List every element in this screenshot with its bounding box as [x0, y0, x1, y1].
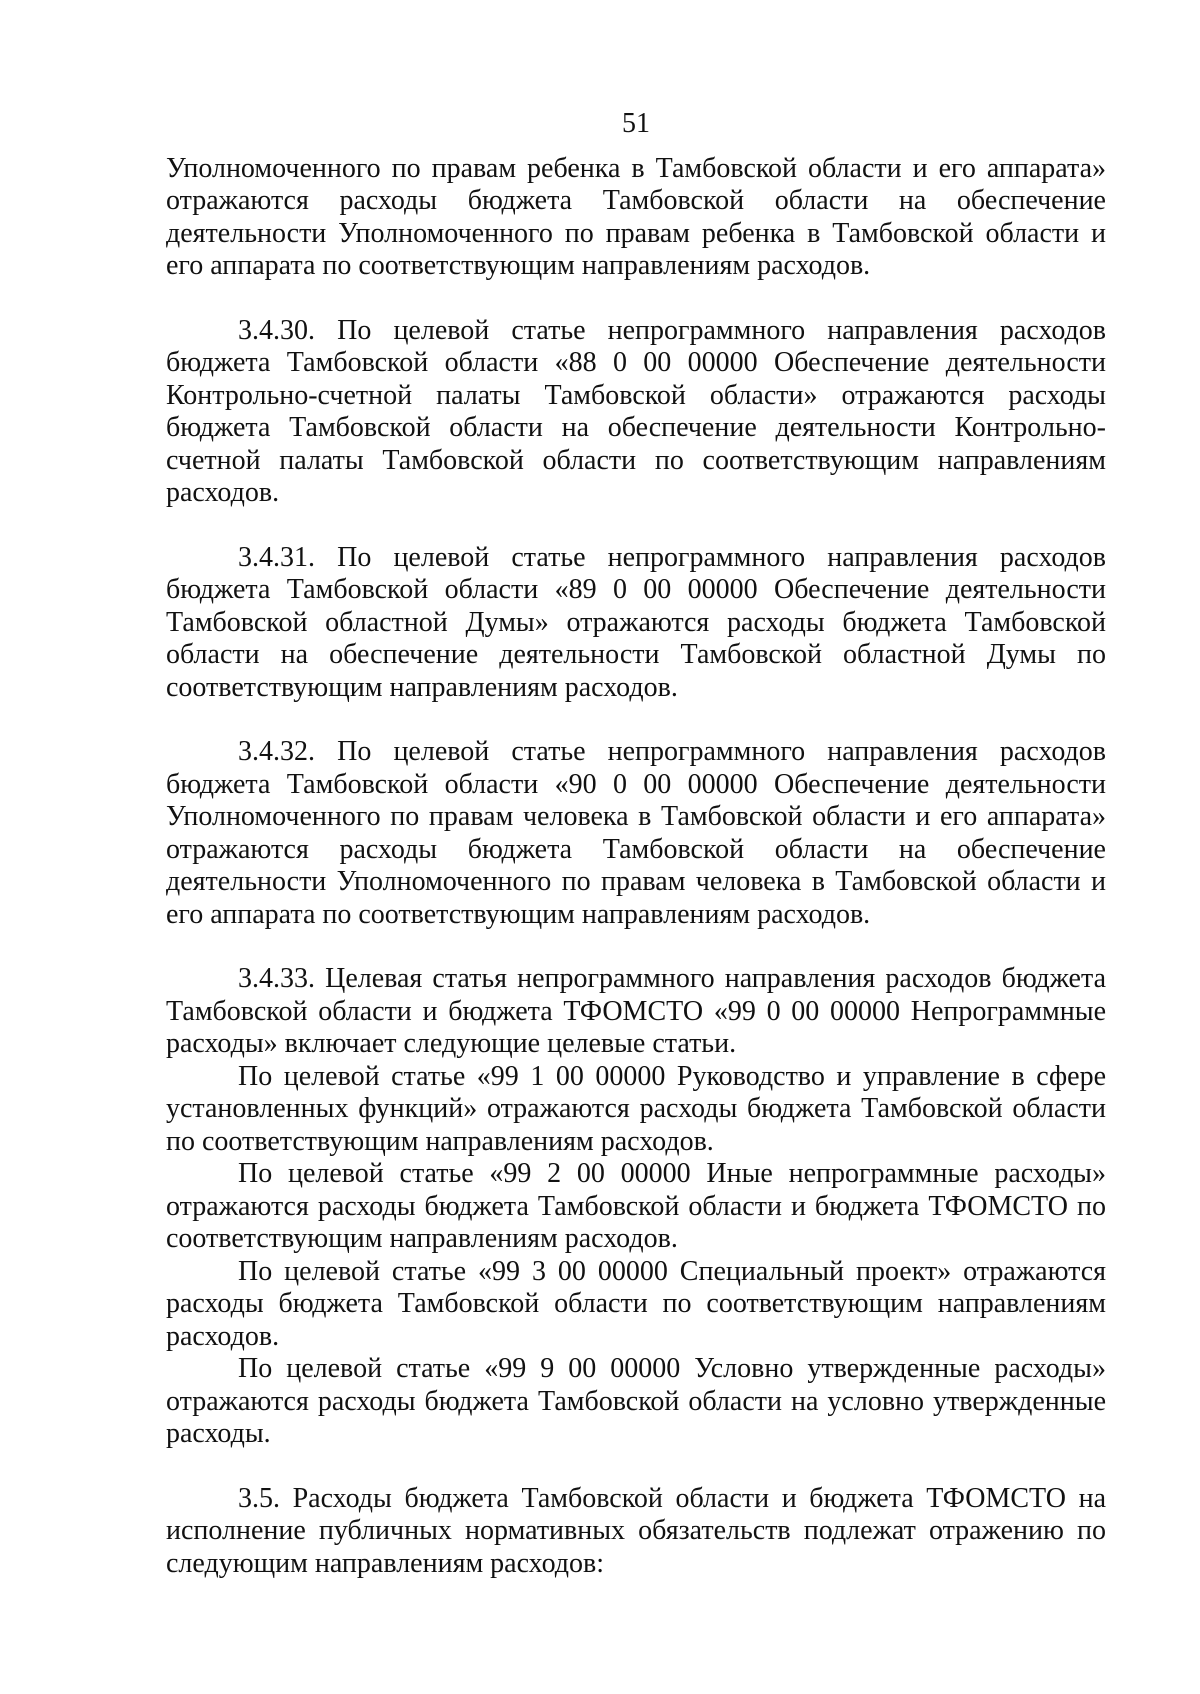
- paragraph-99-2: По целевой статье «99 2 00 00000 Иные непрограммные расходы» отражаются расходы бюджета Тамбовской области и бюджета ТФОМСТО по соответствующим направлениям расходов.: [166, 1158, 1106, 1254]
- paragraph-continuation: Уполномоченного по правам ребенка в Тамбовской области и его аппарата» отражаются расходы бюджета Тамбовской области на обеспечение деятельности Уполномоченного по правам ребенка в Тамбовской области и его аппарата по соответствующим направлениям расходов.: [166, 152, 1106, 281]
- paragraph-3-4-33: 3.4.33. Целевая статья непрограммного направления расходов бюджета Тамбовской области и бюджета ТФОМСТО «99 0 00 00000 Непрограммные расходы» включает следующие целевые статьи.: [166, 963, 1106, 1059]
- paragraph-99-9: По целевой статье «99 9 00 00000 Условно утвержденные расходы» отражаются расходы бюджета Тамбовской области на условно утвержденные расходы.: [166, 1353, 1106, 1449]
- paragraph-3-5: 3.5. Расходы бюджета Тамбовской области и бюджета ТФОМСТО на исполнение публичных нормативных обязательств подлежат отражению по следующим направлениям расходов:: [166, 1482, 1106, 1579]
- paragraph-3-4-30: 3.4.30. По целевой статье непрограммного направления расходов бюджета Тамбовской области «88 0 00 00000 Обеспечение деятельности Контрольно-счетной палаты Тамбовской области» отражаются расходы бюджета Тамбовской области на обеспечение деятельности Контрольно-счетной палаты Тамбовской области по соответствующим направлениям расходов.: [166, 314, 1106, 508]
- page-number: 51: [622, 108, 650, 139]
- document-page: [166, 108, 1106, 1580]
- paragraph-99-3: По целевой статье «99 3 00 00000 Специальный проект» отражаются расходы бюджета Тамбовской области по соответствующим направлениям расходов.: [166, 1255, 1106, 1352]
- paragraph-3-4-32: 3.4.32. По целевой статье непрограммного направления расходов бюджета Тамбовской области «90 0 00 00000 Обеспечение деятельности Уполномоченного по правам человека в Тамбовской области и его аппарата» отражаются расходы бюджета Тамбовской области на обеспечение деятельности Уполномоченного по правам человека в Тамбовской области и его аппарата по соответствующим направлениям расходов.: [166, 736, 1106, 930]
- paragraph-99-1: По целевой статье «99 1 00 00000 Руководство и управление в сфере установленных функций» отражаются расходы бюджета Тамбовской области по соответствующим направлениям расходов.: [166, 1060, 1106, 1157]
- paragraph-3-4-31: 3.4.31. По целевой статье непрограммного направления расходов бюджета Тамбовской области «89 0 00 00000 Обеспечение деятельности Тамбовской областной Думы» отражаются расходы бюджета Тамбовской области на обеспечение деятельности Тамбовской областной Думы по соответствующим направлениям расходов.: [166, 541, 1106, 703]
